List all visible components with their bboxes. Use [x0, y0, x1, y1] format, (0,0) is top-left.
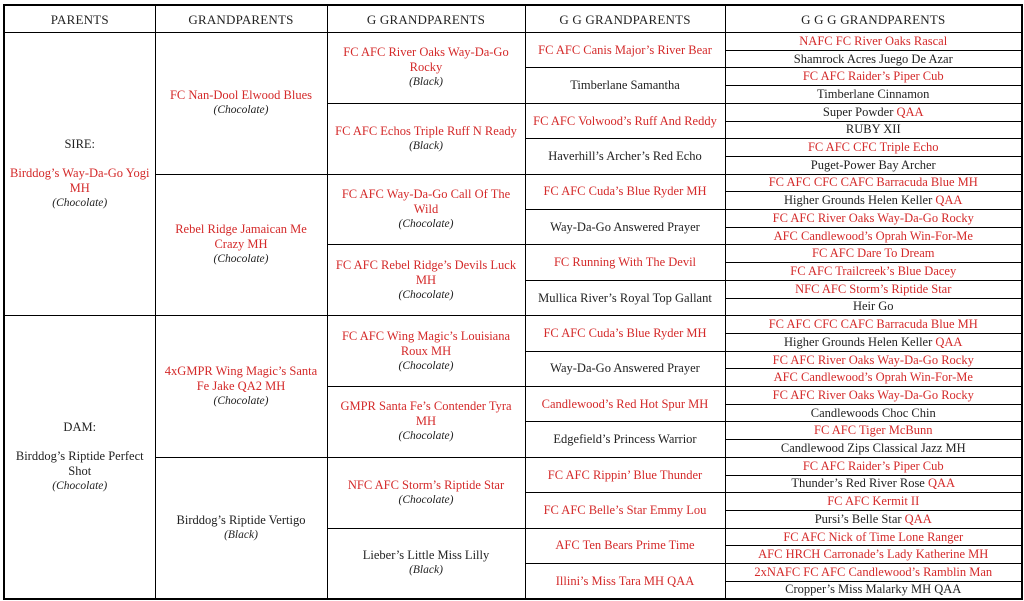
- ggg-grandparent-cell: [725, 546, 1022, 564]
- ggg-grandparent-name: NFC AFC Storm’s Riptide Star: [795, 281, 952, 296]
- ggg-grandparent-name: Puget-Power Bay Archer: [810, 157, 936, 172]
- g-grandparent-cell: [327, 457, 525, 528]
- pedigree-body: [4, 33, 1022, 600]
- pedigree-table: [3, 4, 1023, 600]
- gg-grandparent-cell: [525, 174, 725, 209]
- ggg-grandparent-name: FC AFC Raider’s Piper Cub: [802, 69, 944, 84]
- ggg-grandparent-name: NAFC FC River Oaks Rascal: [799, 33, 948, 48]
- ggg-grandparent-name: Thunder’s Red River Rose: [791, 476, 928, 491]
- ggg-grandparent-name: FC AFC River Oaks Way-Da-Go Rocky: [772, 387, 974, 402]
- ggg-grandparent-name: 2xNAFC FC AFC Candlewood’s Ramblin Man: [754, 564, 993, 579]
- pedigree-row: [4, 33, 1022, 51]
- ggg-grandparent-name: FC AFC River Oaks Way-Da-Go Rocky: [772, 352, 974, 367]
- gg-grandparent-cell: [525, 33, 725, 68]
- ggg-grandparent-name: FC AFC Dare To Dream: [812, 246, 935, 261]
- ggg-grandparent-cell: [725, 564, 1022, 582]
- grandparent-cell: [155, 33, 327, 175]
- ggg-grandparent-name: AFC Candlewood’s Oprah Win-For-Me: [773, 370, 973, 385]
- ggg-grandparent-name: AFC HRCH Carronade’s Lady Katherine MH: [758, 547, 989, 562]
- ggg-grandparent-cell: [725, 245, 1022, 263]
- gg-grandparent-name: FC AFC Cuda’s Blue Ryder MH: [543, 325, 707, 340]
- ggg-grandparent-name: AFC Candlewood’s Oprah Win-For-Me: [773, 228, 973, 243]
- ggg-grandparent-cell: [725, 387, 1022, 405]
- grandparent-coat-color: (Chocolate): [213, 395, 269, 408]
- ggg-grandparent-cell: [725, 440, 1022, 458]
- g-grandparent-name: NFC AFC Storm’s Riptide Star: [347, 477, 505, 492]
- grandparent-cell: [155, 457, 327, 599]
- g-grandparent-coat-color: (Chocolate): [398, 288, 454, 301]
- ggg-grandparent-name: Higher Grounds Helen Keller: [784, 334, 936, 349]
- ggg-grandparent-cell: [725, 457, 1022, 475]
- gg-grandparent-cell: [525, 493, 725, 528]
- gg-grandparent-cell: [525, 68, 725, 103]
- ggg-grandparent-name: Timberlane Cinnamon: [817, 86, 930, 101]
- gg-grandparent-name: AFC Ten Bears Prime Time: [555, 538, 695, 553]
- g-grandparent-coat-color: (Black): [409, 564, 443, 577]
- ggg-grandparent-name: Higher Grounds Helen Keller: [784, 193, 936, 208]
- g-grandparent-coat-color: (Chocolate): [398, 430, 454, 443]
- gg-grandparent-cell: [525, 422, 725, 457]
- gg-grandparent-cell: [525, 528, 725, 563]
- gg-grandparent-cell: [525, 457, 725, 492]
- ggg-grandparent-cell: [725, 280, 1022, 298]
- g-grandparent-coat-color: (Chocolate): [398, 493, 454, 506]
- ggg-grandparent-name: FC AFC Raider’s Piper Cub: [802, 458, 944, 473]
- ggg-grandparent-cell: [725, 33, 1022, 51]
- ggg-grandparent-name: FC AFC Trailcreek’s Blue Dacey: [790, 263, 957, 278]
- gg-grandparent-name: FC AFC Rippin’ Blue Thunder: [547, 467, 703, 482]
- title-suffix: QAA: [935, 193, 963, 208]
- ggg-grandparent-cell: [725, 493, 1022, 511]
- gg-grandparent-cell: [525, 351, 725, 386]
- ggg-grandparent-cell: [725, 475, 1022, 493]
- gg-grandparent-name: FC Running With The Devil: [553, 255, 697, 270]
- ggg-grandparent-name: FC AFC CFC Triple Echo: [807, 140, 939, 155]
- g-grandparent-name: GMPR Santa Fe’s Contender Tyra MH: [340, 399, 512, 429]
- title-suffix: QAA: [904, 511, 932, 526]
- grandparent-coat-color: (Black): [224, 528, 258, 541]
- ggg-grandparent-name: FC AFC Nick of Time Lone Ranger: [783, 529, 964, 544]
- ggg-grandparent-cell: [725, 404, 1022, 422]
- gg-grandparent-name: Edgefield’s Princess Warrior: [553, 432, 697, 447]
- gg-grandparent-cell: [525, 245, 725, 280]
- title-suffix: QAA: [927, 476, 956, 491]
- gg-grandparent-name: FC AFC Belle’s Star Emmy Lou: [543, 502, 707, 517]
- header-row: [4, 5, 1022, 33]
- g-grandparent-name: FC AFC Way-Da-Go Call Of The Wild: [341, 187, 511, 217]
- ggg-grandparent-cell: [725, 263, 1022, 281]
- ggg-grandparent-cell: [725, 333, 1022, 351]
- g-grandparent-name: Lieber’s Little Miss Lilly: [362, 548, 490, 563]
- gg-grandparent-cell: [525, 210, 725, 245]
- header-gg-grandparents: G G GRANDPARENTS: [525, 5, 725, 33]
- header-parents: PARENTS: [4, 5, 155, 33]
- ggg-grandparent-name: Candlewood Zips Classical Jazz MH: [780, 441, 966, 456]
- gg-grandparent-name: FC AFC Volwood’s Ruff And Reddy: [533, 113, 717, 128]
- ggg-grandparent-name: FC AFC CFC CAFC Barracuda Blue MH: [768, 317, 978, 332]
- ggg-grandparent-cell: [725, 528, 1022, 546]
- pedigree-row: [4, 316, 1022, 334]
- g-grandparent-cell: [327, 316, 525, 387]
- ggg-grandparent-name: RUBY XII: [845, 122, 901, 137]
- header-grandparents: GRANDPARENTS: [155, 5, 327, 33]
- ggg-grandparent-name: FC AFC Tiger McBunn: [814, 423, 933, 438]
- dam-label: DAM:: [63, 420, 97, 435]
- g-grandparent-coat-color: (Black): [409, 139, 443, 152]
- g-grandparent-cell: [327, 174, 525, 245]
- ggg-grandparent-cell: [725, 139, 1022, 157]
- gg-grandparent-name: Timberlane Samantha: [570, 78, 680, 93]
- ggg-grandparent-cell: [725, 121, 1022, 139]
- dam-coat-color: (Chocolate): [52, 480, 108, 493]
- header-ggg-grandparents: G G G GRANDPARENTS: [725, 5, 1022, 33]
- gg-grandparent-cell: [525, 564, 725, 599]
- grandparent-cell: [155, 174, 327, 316]
- ggg-grandparent-cell: [725, 316, 1022, 334]
- g-grandparent-coat-color: (Black): [409, 76, 443, 89]
- g-grandparent-name: FC AFC Wing Magic’s Louisiana Roux MH: [341, 328, 511, 358]
- ggg-grandparent-name: Heir Go: [852, 299, 894, 314]
- gg-grandparent-name: Mullica River’s Royal Top Gallant: [538, 290, 712, 305]
- g-grandparent-name: FC AFC Echos Triple Ruff N Ready: [335, 123, 517, 138]
- ggg-grandparent-cell: [725, 68, 1022, 86]
- pedigree-row: [4, 457, 1022, 475]
- gg-grandparent-name: Candlewood’s Red Hot Spur MH: [541, 396, 709, 411]
- ggg-grandparent-cell: [725, 422, 1022, 440]
- g-grandparent-cell: [327, 387, 525, 458]
- title-suffix: QAA: [896, 104, 924, 119]
- ggg-grandparent-name: Super Powder: [822, 104, 897, 119]
- ggg-grandparent-name: Pursi’s Belle Star: [814, 511, 905, 526]
- gg-grandparent-name: Way-Da-Go Answered Prayer: [550, 219, 700, 234]
- g-grandparent-coat-color: (Chocolate): [398, 218, 454, 231]
- title-suffix: QAA: [935, 334, 963, 349]
- ggg-grandparent-name: Candlewoods Choc Chin: [810, 405, 936, 420]
- g-grandparent-cell: [327, 245, 525, 316]
- grandparent-name: FC Nan-Dool Elwood Blues: [169, 88, 312, 103]
- dam-name: Birddog’s Riptide Perfect Shot: [15, 449, 144, 479]
- ggg-grandparent-name: FC AFC CFC CAFC Barracuda Blue MH: [768, 175, 978, 190]
- g-grandparent-cell: [327, 528, 525, 599]
- grandparent-name: Rebel Ridge Jamaican Me Crazy MH: [175, 222, 307, 252]
- g-grandparent-name: FC AFC Rebel Ridge’s Devils Luck MH: [335, 257, 517, 287]
- ggg-grandparent-name: Cropper’s Miss Malarky MH QAA: [785, 582, 962, 597]
- gg-grandparent-name: Illini’s Miss Tara MH QAA: [555, 573, 695, 588]
- grandparent-name: Birddog’s Riptide Vertigo: [176, 512, 306, 527]
- ggg-grandparent-cell: [725, 192, 1022, 210]
- ggg-grandparent-cell: [725, 86, 1022, 104]
- gg-grandparent-name: Haverhill’s Archer’s Red Echo: [548, 148, 702, 163]
- sire-cell: [4, 33, 155, 316]
- ggg-grandparent-cell: [725, 156, 1022, 174]
- grandparent-coat-color: (Chocolate): [213, 253, 269, 266]
- grandparent-name: 4xGMPR Wing Magic’s Santa Fe Jake QA2 MH: [164, 364, 318, 394]
- gg-grandparent-cell: [525, 280, 725, 315]
- sire-name: Birddog’s Way-Da-Go Yogi MH: [10, 166, 150, 196]
- header-g-grandparents: G GRANDPARENTS: [327, 5, 525, 33]
- g-grandparent-cell: [327, 103, 525, 174]
- gg-grandparent-name: Way-Da-Go Answered Prayer: [550, 361, 700, 376]
- ggg-grandparent-cell: [725, 174, 1022, 192]
- ggg-grandparent-name: Shamrock Acres Juego De Azar: [793, 51, 953, 66]
- gg-grandparent-name: FC AFC Cuda’s Blue Ryder MH: [543, 184, 707, 199]
- ggg-grandparent-cell: [725, 103, 1022, 121]
- pedigree-row: [4, 174, 1022, 192]
- sire-coat-color: (Chocolate): [52, 197, 108, 210]
- gg-grandparent-cell: [525, 387, 725, 422]
- ggg-grandparent-cell: [725, 298, 1022, 316]
- gg-grandparent-name: FC AFC Canis Major’s River Bear: [538, 42, 712, 57]
- ggg-grandparent-cell: [725, 351, 1022, 369]
- ggg-grandparent-name: FC AFC River Oaks Way-Da-Go Rocky: [772, 210, 974, 225]
- ggg-grandparent-cell: [725, 581, 1022, 599]
- ggg-grandparent-cell: [725, 210, 1022, 228]
- sire-label: SIRE:: [64, 137, 96, 152]
- dam-cell: [4, 316, 155, 599]
- gg-grandparent-cell: [525, 316, 725, 351]
- g-grandparent-cell: [327, 33, 525, 104]
- g-grandparent-coat-color: (Chocolate): [398, 359, 454, 372]
- gg-grandparent-cell: [525, 139, 725, 174]
- ggg-grandparent-cell: [725, 227, 1022, 245]
- ggg-grandparent-name: FC AFC Kermit II: [827, 494, 920, 509]
- ggg-grandparent-cell: [725, 510, 1022, 528]
- ggg-grandparent-cell: [725, 50, 1022, 68]
- grandparent-coat-color: (Chocolate): [213, 104, 269, 117]
- g-grandparent-name: FC AFC River Oaks Way-Da-Go Rocky: [343, 45, 509, 75]
- grandparent-cell: [155, 316, 327, 458]
- ggg-grandparent-cell: [725, 369, 1022, 387]
- gg-grandparent-cell: [525, 103, 725, 138]
